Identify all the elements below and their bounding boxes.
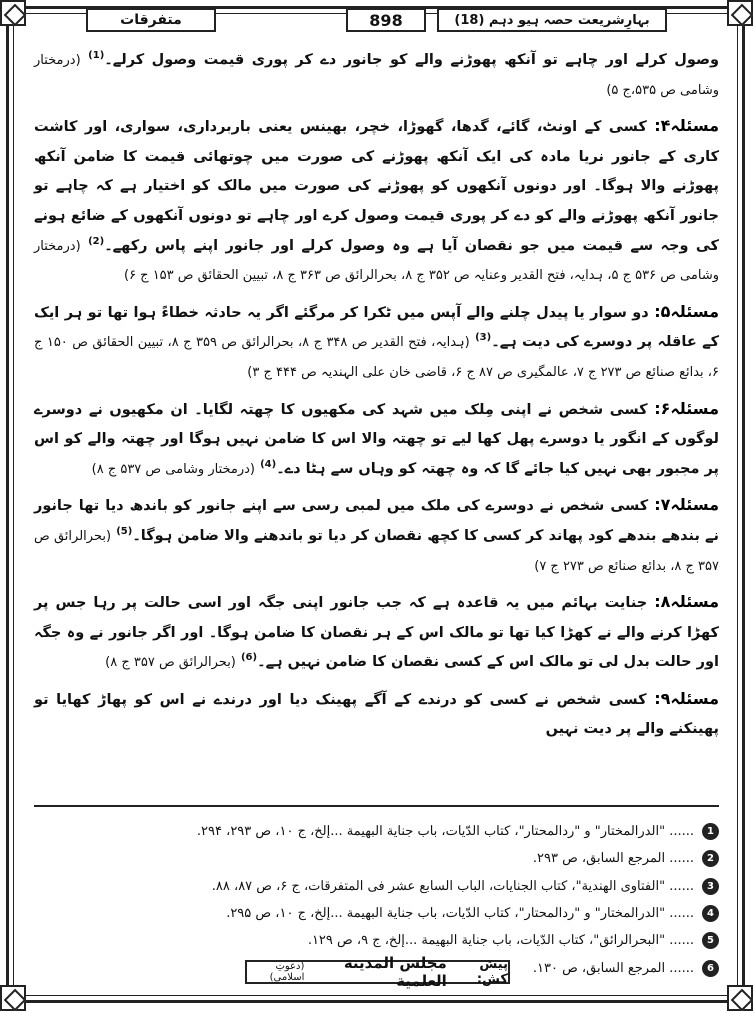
footnote-text: ...... "الفتاوی الھندیة"، کتاب الجنایات، الباب السابع عشر فی المتفرقات، ج ۶، ص ۸۷، ۸۸.	[211, 878, 694, 894]
corner-ornament	[727, 0, 753, 26]
page-header	[26, 8, 727, 34]
main-text	[34, 44, 719, 789]
footnote-separator	[34, 805, 719, 807]
footnote	[34, 845, 719, 872]
footnote-ref: (3)	[475, 332, 492, 344]
footnote-number: 2	[702, 850, 719, 867]
footnote	[34, 927, 719, 954]
issue-label: مسئلہ۴:	[654, 116, 719, 136]
footnote-text: ...... "الدرالمختار" و "ردالمحتار"، کتاب الدّیات، باب جنایة البھیمة ...إلخ، ج ۱۰، ص ۲۹۵.	[226, 906, 694, 922]
footnote-number: 1	[702, 823, 719, 840]
paragraph-text: کسی کے اونٹ، گائے، گدھا، گھوڑا، خچر، بھینس یعنی باربرداری، سواری، اور کاشت کاری کے جانور نریا مادہ کی ایک آنکھ پھوڑنے کی صورت میں چوتھائی قیمت کا ضامن آنکھ پھوڑنے والا ہوگا۔ اور دونوں آنکھوں کو پھوڑنے کی صورت میں مالک کو اختیار ہے کہ چاہے تو جانور آنکھ پھوڑنے والے کو دے کر پوری قیمت وصول کرے اور چاہے تو دونوں آنکھوں کے ضائع ہونے کی وجہ سے قیمت میں جو نقصان آیا ہے وہ وصول کرلے اور جانور اپنے پاس رکھے۔	[34, 119, 719, 254]
citation: (درمختار وشامی ص ۵۳۷ ج ۸)	[91, 461, 255, 477]
paragraph	[34, 44, 719, 105]
issue-label: مسئلہ۸:	[654, 592, 719, 612]
footnote	[34, 900, 719, 927]
issue-label: مسئلہ۶:	[654, 398, 719, 418]
issue-label: مسئلہ۷:	[654, 495, 719, 515]
paragraph-text: کسی شخص نے کسی کو درندے کے آگے پھینک دیا اور درندے نے اس کو پھاڑ کھایا تو پھینکنے والے پر دیت نہیں	[34, 691, 719, 738]
corner-ornament	[0, 985, 26, 1011]
issue-label: مسئلہ۵:	[654, 301, 719, 321]
footnote-number: 5	[702, 932, 719, 949]
citation: (بحرالرائق ص ۳۵۷ ج ۸، بدائع صنائع ص ۲۷۳ ج ۷)	[34, 528, 719, 574]
footnote-text: ...... المرجع السابق، ص ۲۹۳.	[532, 851, 694, 867]
paragraph-text: کسی شخص نے اپنی مِلک میں شہد کی مکھیوں کا چھتہ لگایا۔ ان مکھیوں نے دوسرے لوگوں کے انگور یا دوسرے پھل کھا لیے تو چھتہ والا اس کا ضامن نہیں ہوگا اور چھتہ والے کو اس پر مجبور بھی نہیں کیا جائے گا کہ وہ چھتہ کو وہاں سے ہٹا دے۔	[34, 401, 719, 477]
citation: (بحرالرائق ص ۳۵۷ ج ۸)	[105, 655, 236, 671]
corner-ornament	[0, 0, 26, 26]
citation: (درمختار وشامی ص ۵۳۶ ج ۵، ہدایہ، فتح القدیر وعنایہ ص ۳۵۲ ج ۸، بحرالرائق ص ۳۶۳ ج ۸، تبیین الحقائق ص ۱۵۳ ج ۶)	[34, 238, 719, 284]
paragraph	[34, 684, 719, 745]
publisher-name: مجلس المدینة العلمیة	[343, 954, 447, 990]
paragraph-text: جنایت بہائم میں یہ قاعدہ ہے کہ جب جانور اپنی جگہ اور اسی حالت پر رہا جس پر کھڑا کرنے والے نے کھڑا کیا تھا تو مالک اس کے ہر نقصان کا ضامن ہوگا۔ اور اگر جانور نے وہ جگہ اور حالت بدل لی تو مالک اس کے کسی نقصان کا ضامن نہیں ہے۔	[34, 595, 719, 671]
footnote-text: ...... "الدرالمختار" و "ردالمحتار"، کتاب الدّیات، باب جنایة البھیمة ...إلخ، ج ۱۰، ص ۲۹۳، ۲۹۴.	[196, 824, 694, 840]
publisher-subtitle: (دعوتِ اسلامی)	[269, 961, 305, 983]
footnote-ref: (6)	[240, 652, 258, 664]
citation: (درمختار وشامی ص ۵۳۵،ج ۵)	[34, 53, 719, 98]
footnote-ref: (2)	[88, 235, 105, 247]
paragraph-text: وصول کرلے اور چاہے تو آنکھ پھوڑنے والے کو جانور دے کر پوری قیمت وصول کرلے۔	[104, 52, 720, 68]
footnote-text: ...... المرجع السابق، ص ۱۳۰.	[532, 960, 694, 976]
paragraph-text: کسی شخص نے دوسرے کی ملک میں لمبی رسی سے اپنے جانور کو باندھ دیا تھا جانور نے بندھے بندھے کود پھاند کر کسی کا کچھ نقصان کر دیا تو باندھنے والا ضامن ہوگا۔	[34, 498, 719, 544]
section-title: متفرقات	[86, 8, 216, 32]
paragraph	[34, 297, 719, 388]
paragraph	[34, 394, 719, 485]
paragraph	[34, 490, 719, 581]
footnote	[34, 818, 719, 845]
corner-ornament	[727, 985, 753, 1011]
footnote-number: 3	[702, 878, 719, 895]
citation: (ہدایہ، فتح القدیر ص ۳۴۸ ج ۸، بحرالرائق ص ۳۵۹ ج ۸، تبیین الحقائق ص ۱۵۰ ج ۶، بدائع صنائع ص ۲۷۳ ج ۷، عالمگیری ص ۸۷ ج ۶، قاضی خان علی الہندیہ ص ۴۴۴ ج ۳)	[34, 335, 719, 380]
page-number: 898	[346, 8, 426, 32]
footnote-ref: (1)	[88, 50, 105, 62]
paragraph-text: دو سوار یا پیدل چلنے والے آپس میں ٹکرا کر مرگئے اگر یہ حادثہ خطاءً ہوا تھا تو ہر ایک کے عاقلہ پر دوسرے کی دیت ہے۔	[34, 304, 720, 351]
page-footer	[245, 954, 510, 990]
book-title: بہارِشریعت حصہ ہیو دہم (18)	[437, 8, 667, 32]
paragraph	[34, 111, 719, 291]
footnote-text: ...... "البحرالرائق"، کتاب الدّیات، باب جنایة البھیمة ...إلخ، ج ۹، ص ۱۲۹.	[307, 933, 694, 949]
footnote-number: 4	[702, 905, 719, 922]
footnote-ref: (5)	[116, 526, 133, 538]
footnote	[34, 873, 719, 900]
paragraph	[34, 587, 719, 678]
issue-label: مسئلہ۹:	[654, 688, 719, 708]
footer-prefix: پیش کش:	[476, 957, 508, 987]
footnote-number: 6	[702, 960, 719, 977]
footnote-ref: (4)	[260, 458, 277, 470]
